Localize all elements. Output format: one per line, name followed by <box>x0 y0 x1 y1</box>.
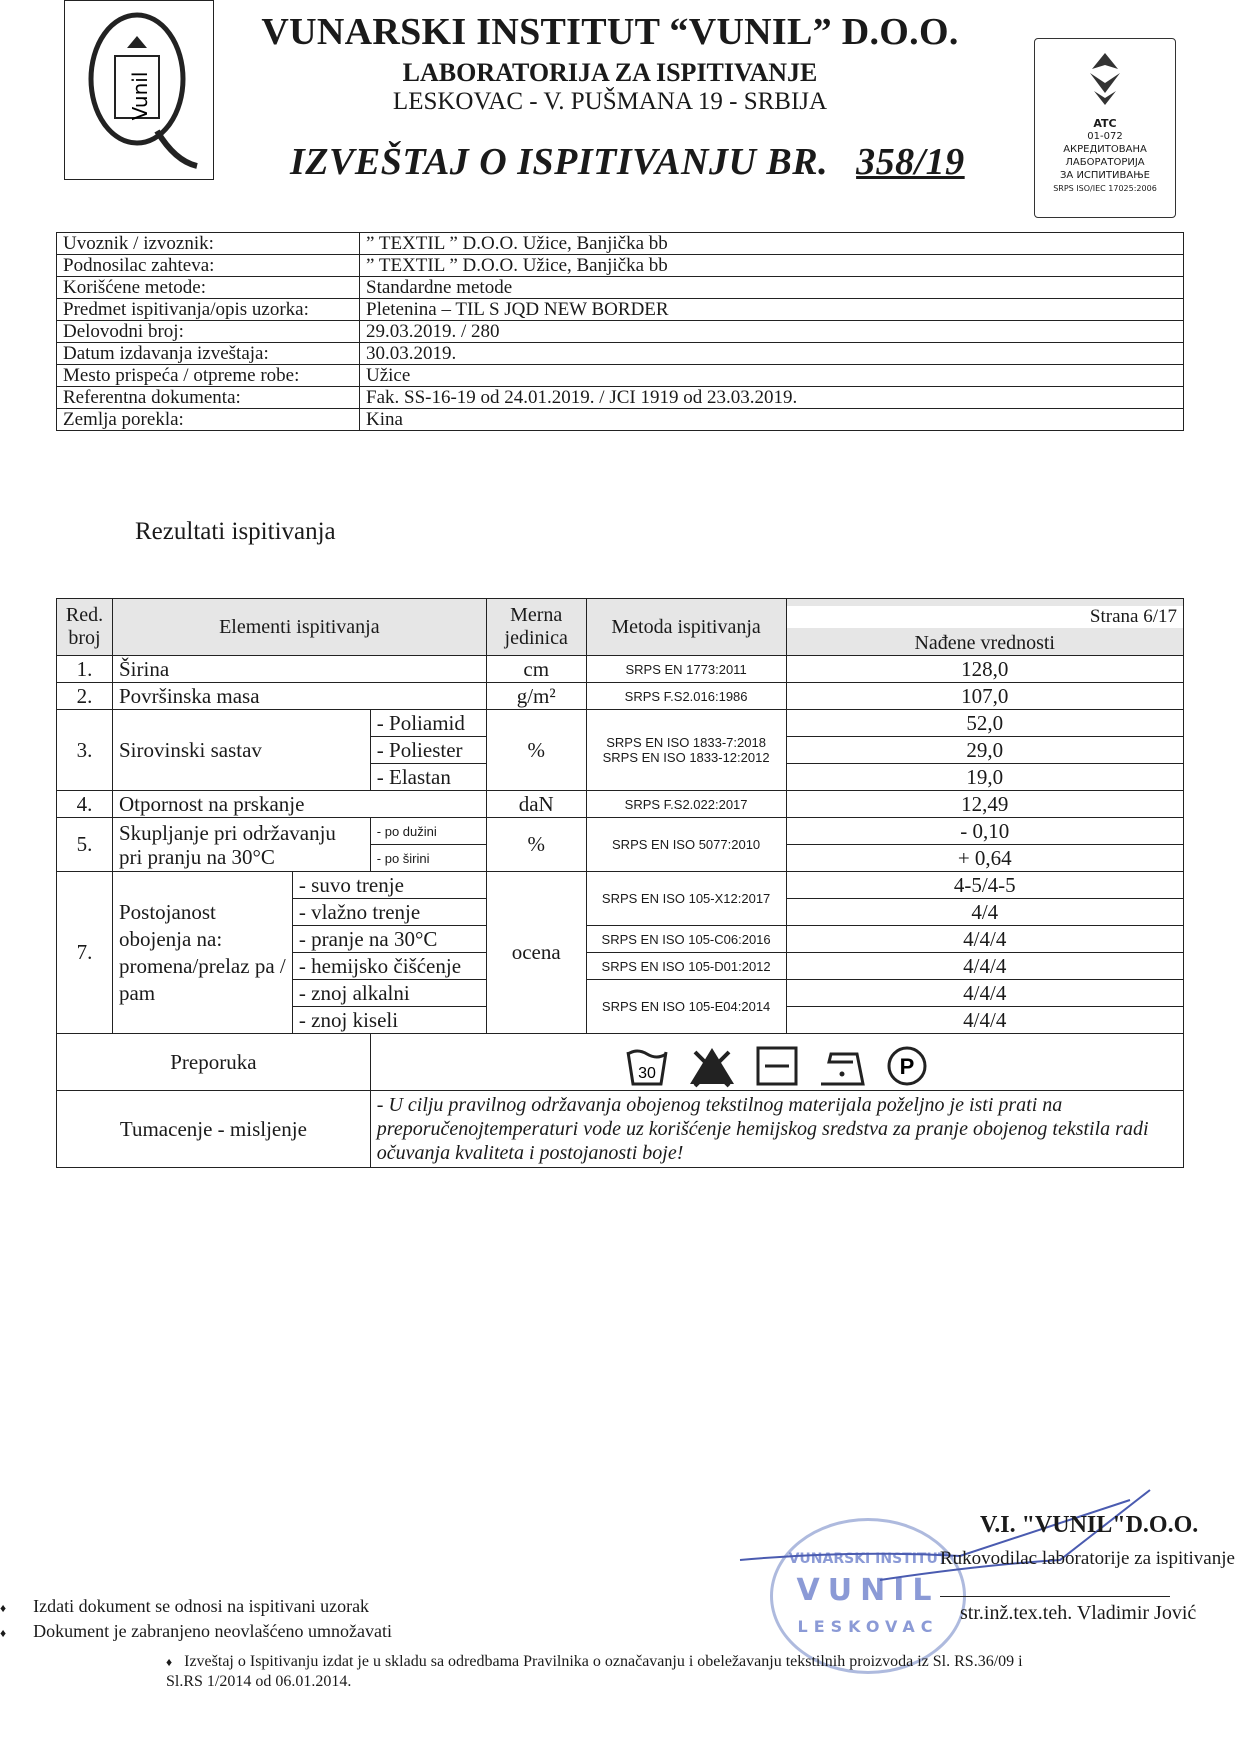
info-row <box>57 409 1184 431</box>
signature-role: Rukovodilac laboratorije za ispitivanje <box>940 1548 1235 1569</box>
info-row <box>57 299 1184 321</box>
institute-address: LESKOVAC - V. PUŠMANA 19 - SRBIJA <box>392 88 828 115</box>
row-name: Površinska masa <box>112 683 486 710</box>
row-method: SRPS EN ISO 105-C06:2016 <box>586 926 786 953</box>
info-value: ” TEXTIL ” D.O.O. Užice, Banjička bb <box>360 233 1184 255</box>
row-value: 12,49 <box>786 791 1184 818</box>
signature-line <box>940 1596 1170 1597</box>
row-value: + 0,64 <box>786 845 1184 872</box>
row-unit: % <box>486 818 586 872</box>
row-method: SRPS EN 1773:2011 <box>586 656 786 683</box>
info-label: Mesto prispeća / otpreme robe: <box>57 365 360 387</box>
stamp-line3: LESKOVAC <box>797 1617 939 1636</box>
lab-name: LABORATORIJA ZA ISPITIVANJE <box>402 58 818 87</box>
row-method: SRPS EN ISO 1833-7:2018 SRPS EN ISO 1833-12:2012 <box>586 710 786 791</box>
footer-legal-note: ♦ Izveštaj o Ispitivanju izdat je u skladu sa odredbama Pravilnika o označavanju i obeležavanju tekstilnih proizvoda iz Sl. RS.36/09 i Sl.RS 1/2014 od 06.01.2014. <box>166 1653 1023 1690</box>
header-no: Red. broj <box>57 599 113 656</box>
atc-code: 01-072 <box>1087 131 1123 142</box>
row-name: Otpornost na prskanje <box>112 791 486 818</box>
row-sub-label: - Poliamid <box>370 710 486 737</box>
bullet-icon: ♦ <box>166 1655 173 1669</box>
row-value: 29,0 <box>786 737 1184 764</box>
interpretation-text: - U cilju pravilnog održavanja obojenog tekstilnog materijala poželjno je isti prati na preporučenojtemperaturi vode uz korišćenje hemijskog sredstva za pranje obojenog tekstila radi očuvanja kvaliteta i postojanosti boje! <box>370 1091 1183 1168</box>
institute-logo <box>64 0 214 180</box>
info-row <box>57 255 1184 277</box>
no-bleach-icon <box>687 1044 737 1088</box>
info-row <box>57 343 1184 365</box>
row-sub-label: - suvo trenje <box>292 872 486 899</box>
stamp-line2: VUNIL <box>796 1573 940 1608</box>
row-method: SRPS EN ISO 5077:2010 <box>586 818 786 872</box>
row-no: 1. <box>57 656 113 683</box>
tumble-dry-icon <box>755 1044 799 1088</box>
atc-line4: SRPS ISO/IEC 17025:2006 <box>1053 184 1157 193</box>
row-sub-label: - Poliester <box>370 737 486 764</box>
row-value: 19,0 <box>786 764 1184 791</box>
row-sub-label: - hemijsko čišćenje <box>292 953 486 980</box>
row-name: Skupljanje pri održavanju pri pranju na 30°C <box>112 818 370 872</box>
atc-label: ATC <box>1093 117 1117 130</box>
row-no: 4. <box>57 791 113 818</box>
info-label: Datum izdavanja izveštaja: <box>57 343 360 365</box>
interpretation-row <box>57 1091 1184 1168</box>
row-method: SRPS EN ISO 105-E04:2014 <box>586 980 786 1034</box>
footer-note: ♦ Dokument je zabranjeno neovlašćeno umnožavati <box>0 1621 392 1641</box>
wash-30-icon <box>625 1044 669 1088</box>
institute-name: VUNARSKI INSTITUT “VUNIL” D.O.O. <box>261 11 959 53</box>
header-unit: Merna jedinica <box>486 599 586 656</box>
header-method: Metoda ispitivanja <box>586 599 786 656</box>
atc-line1: АКРЕДИТОВАНА <box>1063 144 1147 155</box>
row-value: 4/4/4 <box>786 1007 1184 1034</box>
recommendation-row <box>57 1034 1184 1091</box>
table-row <box>57 710 1184 737</box>
bullet-icon: ♦ <box>0 1626 7 1640</box>
row-method: SRPS F.S2.016:1986 <box>586 683 786 710</box>
results-table <box>56 598 1184 1168</box>
info-label: Referentna dokumenta: <box>57 387 360 409</box>
report-title-prefix: IZVEŠTAJ O ISPITIVANJU BR. <box>290 141 829 183</box>
info-row <box>57 321 1184 343</box>
dry-clean-p-icon <box>885 1044 929 1088</box>
care-symbol-p: P <box>899 1054 915 1079</box>
row-method: SRPS EN ISO 105-D01:2012 <box>586 953 786 980</box>
signature-company: V.I. "VUNIL"D.O.O. <box>980 1512 1199 1538</box>
info-label: Uvoznik / izvoznik: <box>57 233 360 255</box>
recommendation-label: Preporuka <box>57 1034 371 1091</box>
info-row <box>57 277 1184 299</box>
atc-line2: ЛАБОРАТОРИЈА <box>1065 157 1145 168</box>
logo-text: Vunil <box>128 71 152 121</box>
row-no: 2. <box>57 683 113 710</box>
header-element: Elementi ispitivanja <box>112 599 486 656</box>
results-header-row <box>57 599 1184 656</box>
header-value-cell <box>786 599 1184 656</box>
info-label: Predmet ispitivanja/opis uzorka: <box>57 299 360 321</box>
report-number: 358/19 <box>856 141 965 183</box>
page-number: Strana 6/17 <box>787 606 1184 628</box>
report-title <box>290 140 983 184</box>
atc-line3: ЗА ИСПИТИВАЊЕ <box>1060 170 1150 181</box>
row-value: 52,0 <box>786 710 1184 737</box>
row-value: 128,0 <box>786 656 1184 683</box>
stamp-line1: VUNARSKI INSTITUT <box>788 1551 948 1567</box>
row-no: 7. <box>57 872 113 1034</box>
wash-temp: 30 <box>637 1065 656 1082</box>
row-value: 4/4/4 <box>786 980 1184 1007</box>
row-sub-label: - po dužini <box>370 818 486 845</box>
table-row <box>57 818 1184 845</box>
row-unit: % <box>486 710 586 791</box>
info-value: Pletenina – TIL S JQD NEW BORDER <box>360 299 1184 321</box>
row-value: 107,0 <box>786 683 1184 710</box>
table-row <box>57 872 1184 899</box>
row-method: SRPS F.S2.022:2017 <box>586 791 786 818</box>
info-value: Standardne metode <box>360 277 1184 299</box>
interpretation-label: Tumacenje - misljenje <box>57 1091 371 1168</box>
signature-scribble <box>730 1470 1170 1610</box>
row-method: SRPS EN ISO 105-X12:2017 <box>586 872 786 926</box>
row-sub-label: - vlažno trenje <box>292 899 486 926</box>
footer-notes <box>0 1596 392 1646</box>
info-row <box>57 365 1184 387</box>
table-row <box>57 656 1184 683</box>
signature-name: str.inž.tex.teh. Vladimir Jović <box>960 1602 1197 1624</box>
info-value: Fak. SS-16-19 od 24.01.2019. / JCI 1919 od 23.03.2019. <box>360 387 1184 409</box>
info-value: Kina <box>360 409 1184 431</box>
request-info-table <box>56 232 1184 431</box>
row-sub-label: - znoj kiseli <box>292 1007 486 1034</box>
care-symbols <box>370 1034 1183 1091</box>
row-unit: daN <box>486 791 586 818</box>
iron-icon <box>817 1044 867 1088</box>
row-unit: g/m² <box>486 683 586 710</box>
row-value: 4-5/4-5 <box>786 872 1184 899</box>
table-row <box>57 683 1184 710</box>
info-value: 29.03.2019. / 280 <box>360 321 1184 343</box>
row-value: 4/4/4 <box>786 953 1184 980</box>
row-name: Sirovinski sastav <box>112 710 370 791</box>
bullet-icon: ♦ <box>0 1601 7 1615</box>
accreditation-badge <box>1034 38 1176 218</box>
row-unit: ocena <box>486 872 586 1034</box>
row-value: 4/4 <box>786 899 1184 926</box>
header-value: Nađene vrednosti <box>914 632 1055 654</box>
info-label: Podnosilac zahteva: <box>57 255 360 277</box>
row-sub-label: - po širini <box>370 845 486 872</box>
row-value: - 0,10 <box>786 818 1184 845</box>
accreditation-icon <box>1080 49 1130 109</box>
info-value: 30.03.2019. <box>360 343 1184 365</box>
footer-note: ♦ Izdati dokument se odnosi na ispitivani uzorak <box>0 1596 370 1616</box>
info-label: Delovodni broj: <box>57 321 360 343</box>
row-sub-label: - znoj alkalni <box>292 980 486 1007</box>
row-sub-label: - Elastan <box>370 764 486 791</box>
table-row <box>57 791 1184 818</box>
row-value: 4/4/4 <box>786 926 1184 953</box>
info-label: Korišćene metode: <box>57 277 360 299</box>
results-title: Rezultati ispitivanja <box>135 518 336 545</box>
info-label: Zemlja porekla: <box>57 409 360 431</box>
row-no: 3. <box>57 710 113 791</box>
info-value: ” TEXTIL ” D.O.O. Užice, Banjička bb <box>360 255 1184 277</box>
row-unit: cm <box>486 656 586 683</box>
info-row <box>57 233 1184 255</box>
info-row <box>57 387 1184 409</box>
row-name: Širina <box>112 656 486 683</box>
info-value: Užice <box>360 365 1184 387</box>
row-name: Postojanost obojenja na: promena/prelaz pa / pam <box>112 872 292 1034</box>
row-sub-label: - pranje na 30°C <box>292 926 486 953</box>
row-no: 5. <box>57 818 113 872</box>
